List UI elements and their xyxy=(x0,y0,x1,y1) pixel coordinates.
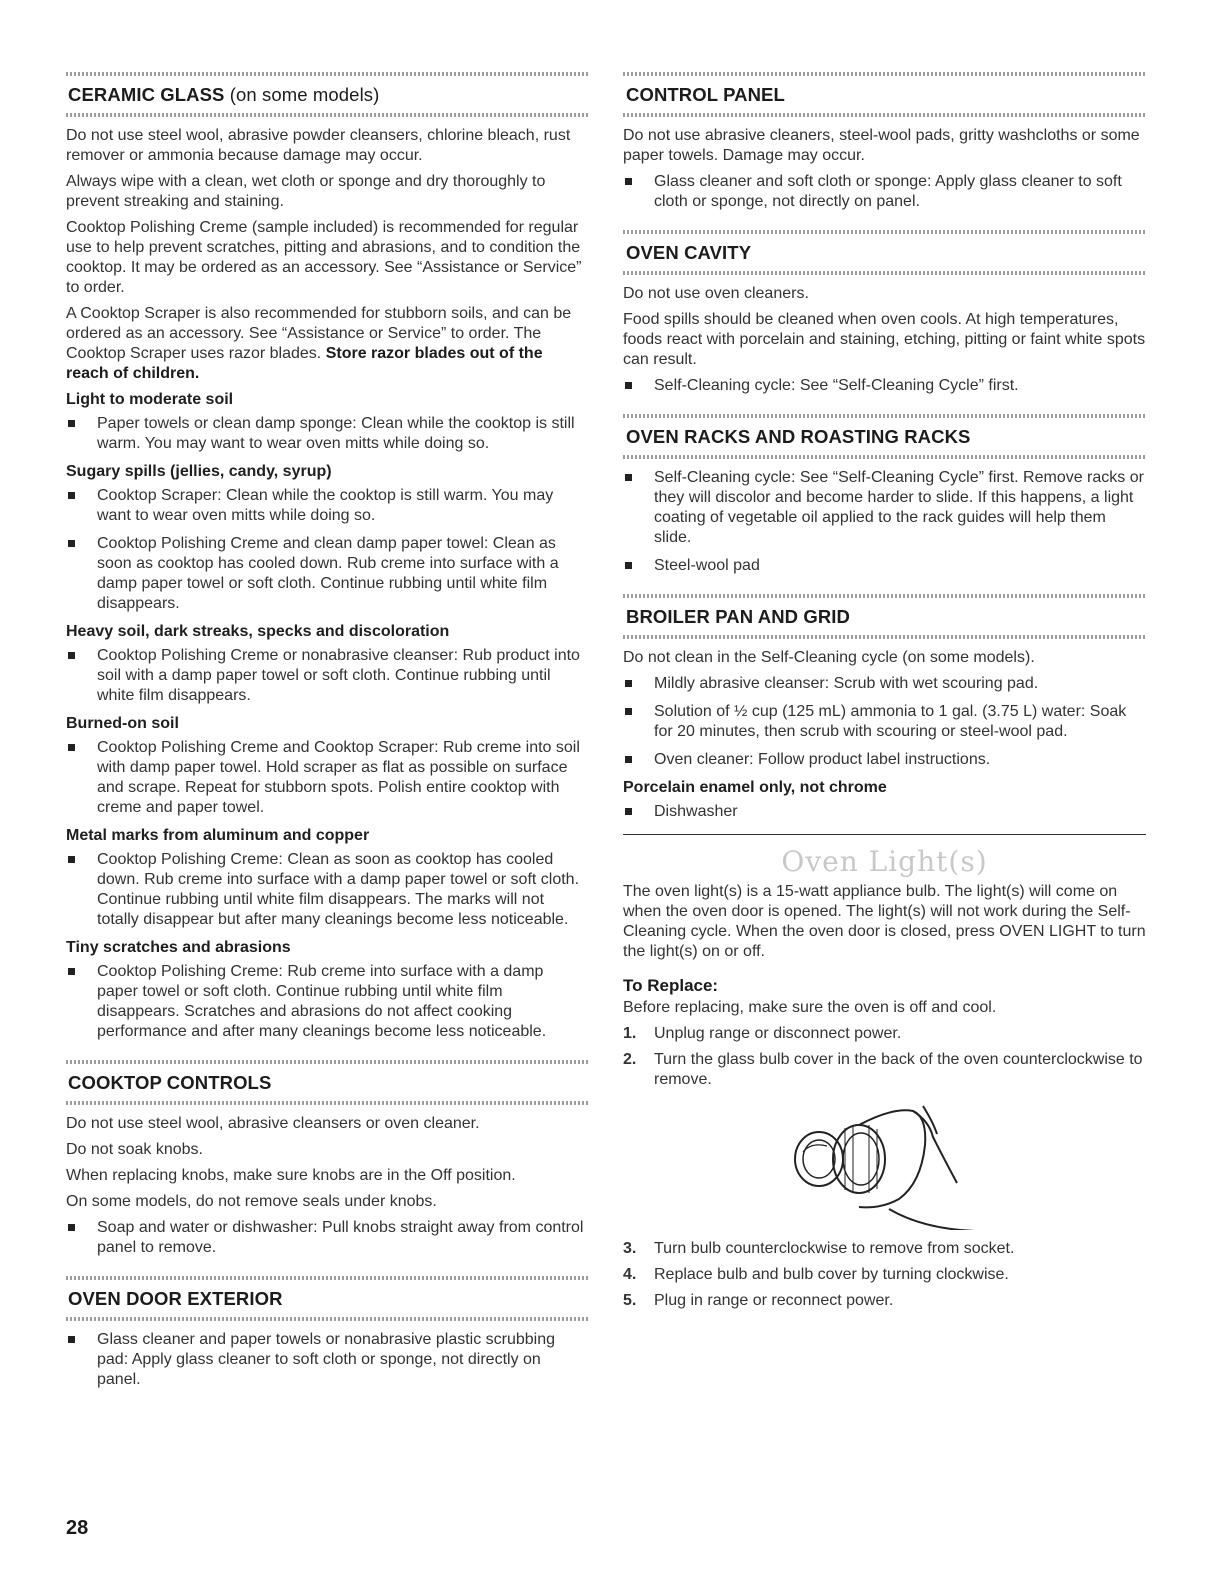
paragraph: Do not soak knobs. xyxy=(66,1141,203,1158)
paragraph: When replacing knobs, make sure knobs are in the Off position. xyxy=(66,1167,516,1184)
bullet-list xyxy=(66,1218,588,1258)
bullet-icon xyxy=(625,708,632,715)
dotted-rule xyxy=(623,455,1146,459)
bullet-list xyxy=(66,1330,588,1390)
paragraph: Do not use oven cleaners. xyxy=(623,285,809,302)
section-header xyxy=(623,584,1146,648)
section-title: COOKTOP CONTROLS xyxy=(68,1072,272,1093)
numbered-list xyxy=(623,1239,1146,1311)
control-panel-section xyxy=(623,62,1146,212)
section-title: OVEN RACKS AND ROASTING RACKS xyxy=(626,426,971,447)
bullet-icon xyxy=(625,756,632,763)
bullet-list xyxy=(623,674,1146,770)
bulb-cover-illustration xyxy=(623,1098,1146,1230)
bullet-icon xyxy=(68,968,75,975)
bullet-list xyxy=(66,486,588,614)
paragraph: On some models, do not remove seals under knobs. xyxy=(66,1193,437,1210)
list-item xyxy=(623,1265,1146,1285)
numbered-list xyxy=(623,1024,1146,1090)
dotted-rule xyxy=(623,271,1146,275)
warning-text: Store razor blades out of the reach of children. xyxy=(66,345,543,382)
dotted-rule xyxy=(66,113,588,117)
item-text: Glass cleaner and soft cloth or sponge: Apply glass cleaner to soft cloth or sponge, not directly on panel. xyxy=(654,173,1122,210)
bullet-list xyxy=(66,414,588,454)
list-item xyxy=(66,962,588,1042)
section-title: OVEN CAVITY xyxy=(626,242,752,263)
section-title: OVEN DOOR EXTERIOR xyxy=(68,1288,283,1309)
step-text: Replace bulb and bulb cover by turning clockwise. xyxy=(654,1266,1009,1283)
step-number: 2. xyxy=(623,1051,637,1068)
bullet-icon xyxy=(625,474,632,481)
step-number: 1. xyxy=(623,1025,637,1042)
paragraph: Do not use steel wool, abrasive powder cleansers, chlorine bleach, rust remover or ammonia because damage may occur. xyxy=(66,127,571,164)
dotted-rule xyxy=(66,1317,588,1321)
section-title: CONTROL PANEL xyxy=(626,84,785,105)
bullet-list xyxy=(66,738,588,818)
dotted-rule xyxy=(623,113,1146,117)
list-item xyxy=(66,1218,588,1258)
step-text: Plug in range or reconnect power. xyxy=(654,1292,894,1309)
list-item xyxy=(66,1330,588,1390)
list-item xyxy=(623,1239,1146,1259)
list-item xyxy=(623,376,1146,396)
paragraph: Food spills should be cleaned when oven cools. At high temperatures, foods react with porcelain and staining, etching, pitting or faint white spots can result. xyxy=(623,311,1146,368)
list-item xyxy=(66,534,588,614)
list-item xyxy=(623,1024,1146,1044)
subheading: Light to moderate soil xyxy=(66,391,234,408)
list-item xyxy=(623,802,1146,822)
oven-light-section xyxy=(623,845,1146,1311)
list-item xyxy=(623,674,1146,694)
dotted-rule xyxy=(623,635,1146,639)
list-item xyxy=(623,556,1146,576)
dotted-rule xyxy=(66,1101,588,1105)
section-header xyxy=(66,1266,588,1330)
bullet-list xyxy=(623,172,1146,212)
dotted-rule xyxy=(66,1276,588,1280)
list-item xyxy=(623,468,1146,548)
left-column xyxy=(66,62,588,1398)
section-header xyxy=(623,404,1146,468)
bullet-list xyxy=(66,850,588,930)
bullet-icon xyxy=(625,382,632,389)
step-number: 5. xyxy=(623,1292,637,1309)
step-text: Unplug range or disconnect power. xyxy=(654,1025,902,1042)
list-item xyxy=(66,646,588,706)
item-text: Paper towels or clean damp sponge: Clean while the cooktop is still warm. You may want to wear oven mitts while doing so. xyxy=(97,415,575,452)
bullet-icon xyxy=(625,808,632,815)
section-title xyxy=(68,84,588,106)
section-header xyxy=(623,62,1146,126)
title-suffix: (on some models) xyxy=(224,84,380,105)
paragraph: Cooktop Polishing Creme (sample included) is recommended for regular use to help prevent scratches, pitting and abrasions, and to condition the cooktop. It may be ordered as an accessory. See “Assistance or Service” to order. xyxy=(66,219,582,296)
subheading: To Replace: xyxy=(623,976,719,995)
bullet-list xyxy=(66,646,588,706)
paragraph: Do not use steel wool, abrasive cleansers or oven cleaner. xyxy=(66,1115,480,1132)
chapter-title: Oven Light(s) xyxy=(781,845,988,878)
list-item xyxy=(623,1050,1146,1090)
step-text: Turn bulb counterclockwise to remove from socket. xyxy=(654,1240,1015,1257)
list-item xyxy=(66,414,588,454)
item-text: Dishwasher xyxy=(654,803,738,820)
list-item xyxy=(66,850,588,930)
dotted-rule xyxy=(623,230,1146,234)
item-text: Solution of ½ cup (125 mL) ammonia to 1 gal. (3.75 L) water: Soak for 20 minutes, then scrub with scouring or steel-wool pad. xyxy=(654,703,1127,740)
paragraph: Before replacing, make sure the oven is off and cool. xyxy=(623,999,997,1016)
paragraph xyxy=(66,304,588,384)
item-text: Cooktop Polishing Creme: Clean as soon as cooktop has cooled down. Rub creme into surface with a damp paper towel or soft cloth. Continue rubbing until white film disappears. The marks will not totally disappear but after many cleanings become less noticeable. xyxy=(97,851,580,928)
item-text: Cooktop Scraper: Clean while the cooktop is still warm. You may want to wear oven mitts while doing so. xyxy=(97,487,554,524)
bullet-list xyxy=(623,376,1146,396)
list-item xyxy=(66,486,588,526)
dotted-rule xyxy=(623,72,1146,76)
paragraph: The oven light(s) is a 15-watt appliance bulb. The light(s) will come on when the oven door is opened. The light(s) will not work during the Self-Cleaning cycle. When the oven door is closed, press OVEN LIGHT to turn the light(s) on or off. xyxy=(623,883,1146,960)
paragraph: Do not clean in the Self-Cleaning cycle (on some models). xyxy=(623,649,1035,666)
step-number: 4. xyxy=(623,1266,637,1283)
item-text: Soap and water or dishwasher: Pull knobs straight away from control panel to remove. xyxy=(97,1219,584,1256)
list-item xyxy=(623,172,1146,212)
list-item xyxy=(623,1291,1146,1311)
subheading: Metal marks from aluminum and copper xyxy=(66,827,370,844)
section-title: BROILER PAN AND GRID xyxy=(626,606,850,627)
item-text: Steel-wool pad xyxy=(654,557,760,574)
item-text: Self-Cleaning cycle: See “Self-Cleaning Cycle” first. xyxy=(654,377,1019,394)
item-text: Glass cleaner and paper towels or nonabrasive plastic scrubbing pad: Apply glass cleaner to soft cloth or sponge, not directly on panel. xyxy=(97,1331,556,1388)
item-text: Cooktop Polishing Creme: Rub creme into surface with a damp paper towel or soft cloth. Continue rubbing until white film disappears. Scratches and abrasions do not affect cooking performance and after many cleanings become less noticeable. xyxy=(97,963,547,1040)
subheading: Burned-on soil xyxy=(66,715,179,732)
step-text: Turn the glass bulb cover in the back of the oven counterclockwise to remove. xyxy=(654,1051,1143,1088)
item-text: Self-Cleaning cycle: See “Self-Cleaning Cycle” first. Remove racks or they will discolor and become harder to slide. If this happens, a light coating of vegetable oil applied to the rack guides will help them slide. xyxy=(654,469,1144,546)
dotted-rule xyxy=(623,594,1146,598)
title-main: CERAMIC GLASS xyxy=(68,84,225,105)
subheading: Sugary spills (jellies, candy, syrup) xyxy=(66,463,332,480)
broiler-pan-section xyxy=(623,584,1146,822)
dotted-rule xyxy=(623,414,1146,418)
oven-racks-section xyxy=(623,404,1146,576)
paragraph-text: A Cooktop Scraper is also recommended for stubborn soils, and can be ordered as an accessory. See “Assistance or Service” to order. The Cooktop Scraper uses razor blades. xyxy=(66,305,572,362)
subheading: Porcelain enamel only, not chrome xyxy=(623,779,887,796)
item-text: Oven cleaner: Follow product label instructions. xyxy=(654,751,991,768)
subheading: Tiny scratches and abrasions xyxy=(66,939,291,956)
subheading: Heavy soil, dark streaks, specks and discoloration xyxy=(66,623,450,640)
bullet-icon xyxy=(68,856,75,863)
dotted-rule xyxy=(66,72,588,76)
list-item xyxy=(623,702,1146,742)
right-column xyxy=(623,62,1146,1317)
section-divider xyxy=(623,834,1146,835)
list-item xyxy=(623,750,1146,770)
bullet-icon xyxy=(625,178,632,185)
item-text: Cooktop Polishing Creme and Cooktop Scraper: Rub creme into soil with damp paper towel. Hold scraper as flat as possible on surface and scrape. Repeat for stubborn spots. Polish entire cooktop with creme and paper towel. xyxy=(97,739,580,816)
item-text: Mildly abrasive cleanser: Scrub with wet scouring pad. xyxy=(654,675,1039,692)
bullet-icon xyxy=(68,1224,75,1231)
section-header xyxy=(623,220,1146,284)
section-header xyxy=(66,1050,588,1114)
dotted-rule xyxy=(66,1060,588,1064)
bullet-list xyxy=(623,802,1146,822)
section-header xyxy=(66,62,588,126)
ceramic-glass-section xyxy=(66,62,588,1042)
cooktop-controls-section xyxy=(66,1050,588,1258)
bullet-icon xyxy=(625,562,632,569)
step-number: 3. xyxy=(623,1240,637,1257)
bullet-icon xyxy=(68,540,75,547)
bullet-icon xyxy=(68,744,75,751)
item-text: Cooktop Polishing Creme and clean damp paper towel: Clean as soon as cooktop has cooled down. Rub creme into surface with a damp paper towel or soft cloth. Continue rubbing until white film disappears. xyxy=(97,535,559,612)
list-item xyxy=(66,738,588,818)
bullet-list xyxy=(66,962,588,1042)
paragraph: Do not use abrasive cleaners, steel-wool pads, gritty washcloths or some paper towels. Damage may occur. xyxy=(623,127,1140,164)
bullet-icon xyxy=(625,680,632,687)
item-text: Cooktop Polishing Creme or nonabrasive cleanser: Rub product into soil with a damp paper towel or soft cloth. Continue rubbing until white film disappears. xyxy=(97,647,580,704)
bullet-list xyxy=(623,468,1146,576)
bullet-icon xyxy=(68,492,75,499)
oven-cavity-section xyxy=(623,220,1146,396)
bullet-icon xyxy=(68,652,75,659)
oven-door-exterior-section xyxy=(66,1266,588,1390)
page-number: 28 xyxy=(66,1517,89,1539)
bullet-icon xyxy=(68,420,75,427)
paragraph: Always wipe with a clean, wet cloth or sponge and dry thoroughly to prevent streaking and staining. xyxy=(66,173,546,210)
bullet-icon xyxy=(68,1336,75,1343)
